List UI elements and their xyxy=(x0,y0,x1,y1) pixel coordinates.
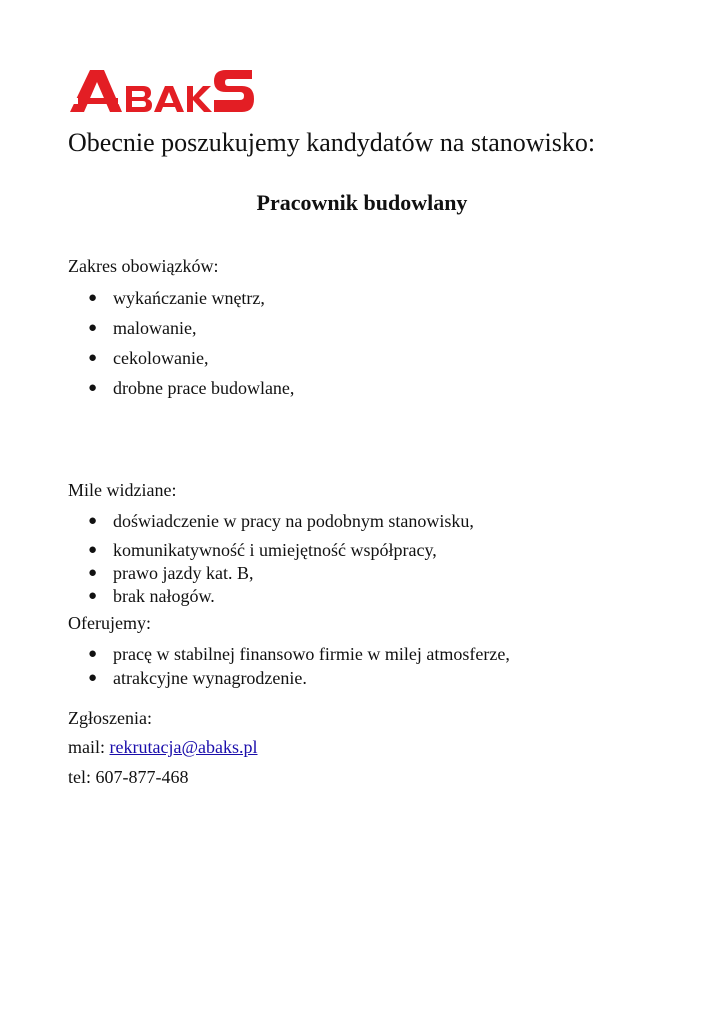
bullet-icon: ● xyxy=(88,646,98,662)
list-item-text: komunikatywność i umiejętność współpracy, xyxy=(113,540,437,560)
list-item-text: malowanie, xyxy=(113,318,197,338)
list-item xyxy=(88,376,294,406)
offer-label: Oferujemy: xyxy=(68,613,151,633)
welcome-label: Mile widziane: xyxy=(68,480,177,500)
welcome-list xyxy=(88,509,474,607)
bullet-icon: ● xyxy=(88,565,98,581)
bullet-icon: ● xyxy=(88,588,98,604)
list-item-text: wykańczanie wnętrz, xyxy=(113,288,265,308)
list-item xyxy=(88,509,474,538)
list-item-text: prawo jazdy kat. B, xyxy=(113,563,254,583)
list-item-text: pracę w stabilnej finansowo firmie w milej atmosferze, xyxy=(113,644,510,664)
bullet-icon: ● xyxy=(88,380,98,396)
email-link[interactable]: rekrutacja@abaks.pl xyxy=(109,737,258,757)
mail-prefix: mail: xyxy=(68,737,110,757)
bullet-icon: ● xyxy=(88,350,98,366)
bullet-icon: ● xyxy=(88,670,98,686)
bullet-icon: ● xyxy=(88,290,98,306)
list-item-text: doświadczenie w pracy na podobnym stanowisku, xyxy=(113,511,474,531)
list-item xyxy=(88,286,294,316)
list-item xyxy=(88,561,474,584)
list-item-text: cekolowanie, xyxy=(113,348,209,368)
contact-mail xyxy=(68,737,258,758)
job-title: Pracownik budowlany xyxy=(256,190,468,215)
bullet-icon: ● xyxy=(88,542,98,558)
list-item-text: drobne prace budowlane, xyxy=(113,378,295,398)
contact-phone: tel: 607-877-468 xyxy=(68,767,189,787)
list-item xyxy=(88,346,294,376)
list-item-text: brak nałogów. xyxy=(113,586,215,606)
duties-list xyxy=(88,286,294,406)
list-item xyxy=(88,584,474,607)
bullet-icon: ● xyxy=(88,513,98,529)
list-item-text: atrakcyjne wynagrodzenie. xyxy=(113,668,307,688)
list-item xyxy=(88,538,474,561)
page-headline: Obecnie poszukujemy kandydatów na stanowisko: xyxy=(68,128,596,157)
list-item xyxy=(88,642,510,666)
list-item xyxy=(88,316,294,346)
offer-list xyxy=(88,642,510,690)
bullet-icon: ● xyxy=(88,320,98,336)
abaks-logo xyxy=(68,68,254,114)
duties-label: Zakres obowiązków: xyxy=(68,256,219,276)
contact-label: Zgłoszenia: xyxy=(68,708,152,728)
list-item xyxy=(88,666,510,690)
